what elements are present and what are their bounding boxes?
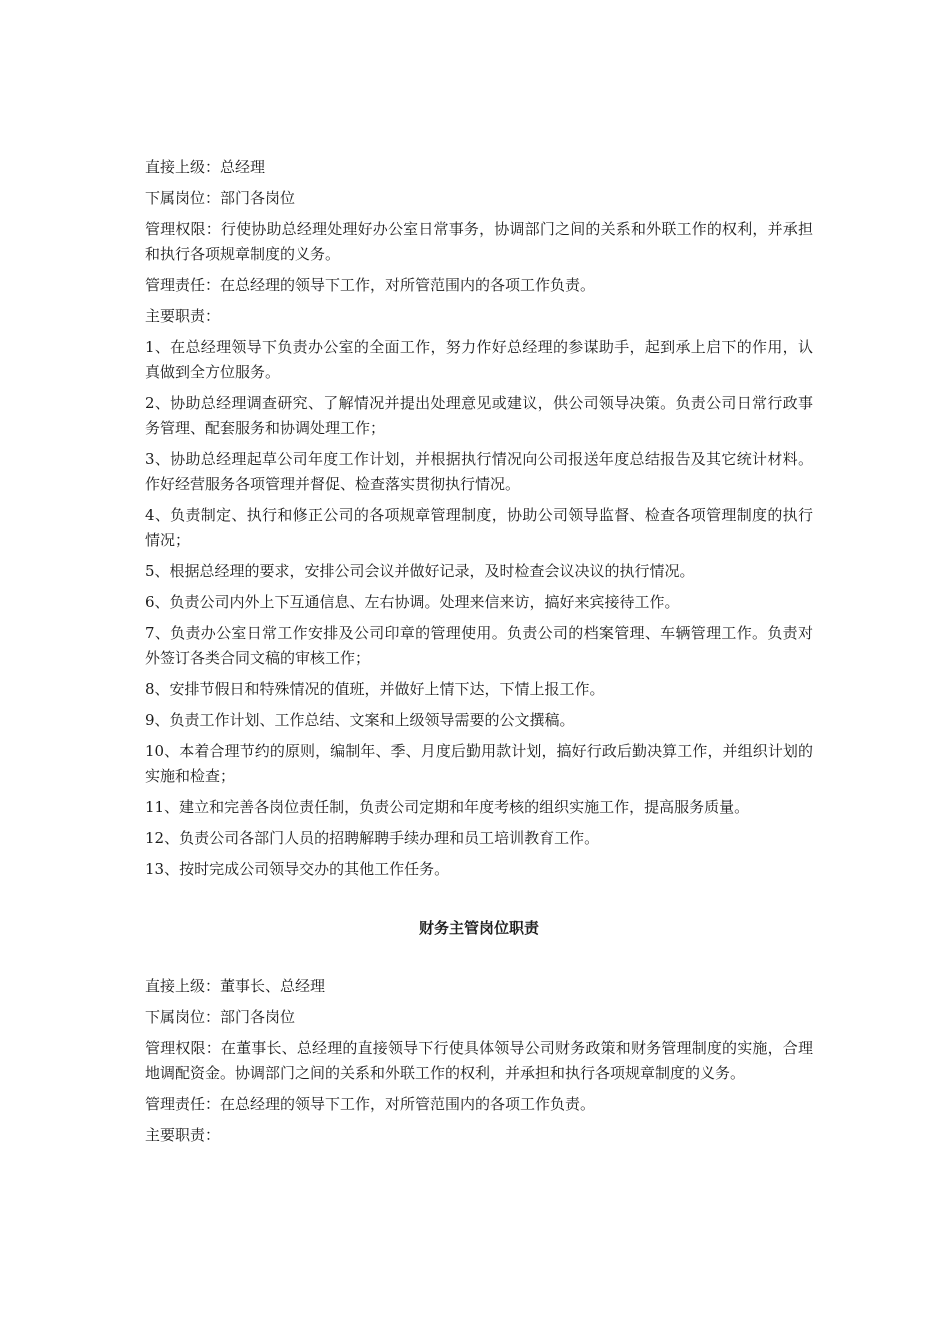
duty-item: 13、按时完成公司领导交办的其他工作任务。 (145, 860, 450, 878)
subordinates-line: 下属岗位：部门各岗位 (145, 189, 296, 207)
section-heading: 财务主管岗位职责 (418, 919, 539, 937)
duty-item: 1、在总经理领导下负责办公室的全面工作，努力作好总经理的参谋助手，起到承上启下的作用，认真做到全方位服务。 (145, 338, 813, 381)
authority-paragraph: 管理权限：在董事长、总经理的直接领导下行使具体领导公司财务政策和财务管理制度的实施，合理地调配资金。协调部门之间的关系和外联工作的权利，并承担和执行各项规章制度的义务。 (145, 1039, 813, 1082)
duties-label: 主要职责： (145, 1126, 221, 1144)
duty-item: 6、负责公司内外上下互通信息、左右协调。处理来信来访，搞好来宾接待工作。 (145, 593, 680, 611)
authority-paragraph: 管理权限：行使协助总经理处理好办公室日常事务，协调部门之间的关系和外联工作的权利，并承担和执行各项规章制度的义务。 (145, 220, 813, 263)
duty-item: 7、负责办公室日常工作安排及公司印章的管理使用。负责公司的档案管理、车辆管理工作。负责对外签订各类合同文稿的审核工作； (145, 624, 813, 667)
duty-item: 9、负责工作计划、工作总结、文案和上级领导需要的公文撰稿。 (145, 711, 575, 729)
duty-item: 4、负责制定、执行和修正公司的各项规章管理制度，协助公司领导监督、检查各项管理制度的执行情况； (145, 506, 813, 549)
duty-item: 5、根据总经理的要求，安排公司会议并做好记录，及时检查会议决议的执行情况。 (145, 562, 695, 580)
duty-item: 11、建立和完善各岗位责任制，负责公司定期和年度考核的组织实施工作，提高服务质量。 (145, 798, 750, 816)
supervisor-line: 直接上级：总经理 (145, 158, 266, 176)
responsibility-paragraph: 管理责任：在总经理的领导下工作，对所管范围内的各项工作负责。 (145, 276, 596, 294)
duty-item: 2、协助总经理调查研究、了解情况并提出处理意见或建议，供公司领导决策。负责公司日常行政事务管理、配套服务和协调处理工作； (145, 394, 813, 437)
document-page (145, 155, 813, 1154)
subordinates-line: 下属岗位：部门各岗位 (145, 1008, 296, 1026)
section-office-manager (145, 155, 813, 882)
section-finance-manager (145, 974, 813, 1148)
responsibility-paragraph: 管理责任：在总经理的领导下工作，对所管范围内的各项工作负责。 (145, 1095, 596, 1113)
duty-item: 12、负责公司各部门人员的招聘解聘手续办理和员工培训教育工作。 (145, 829, 600, 847)
duties-label: 主要职责： (145, 307, 221, 325)
duty-item: 8、安排节假日和特殊情况的值班，并做好上情下达，下情上报工作。 (145, 680, 605, 698)
supervisor-line: 直接上级：董事长、总经理 (145, 977, 326, 995)
duty-item: 10、本着合理节约的原则，编制年、季、月度后勤用款计划，搞好行政后勤决算工作，并组织计划的实施和检查； (145, 742, 813, 785)
duty-item: 3、协助总经理起草公司年度工作计划，并根据执行情况向公司报送年度总结报告及其它统计材料。作好经营服务各项管理并督促、检查落实贯彻执行情况。 (145, 450, 813, 493)
